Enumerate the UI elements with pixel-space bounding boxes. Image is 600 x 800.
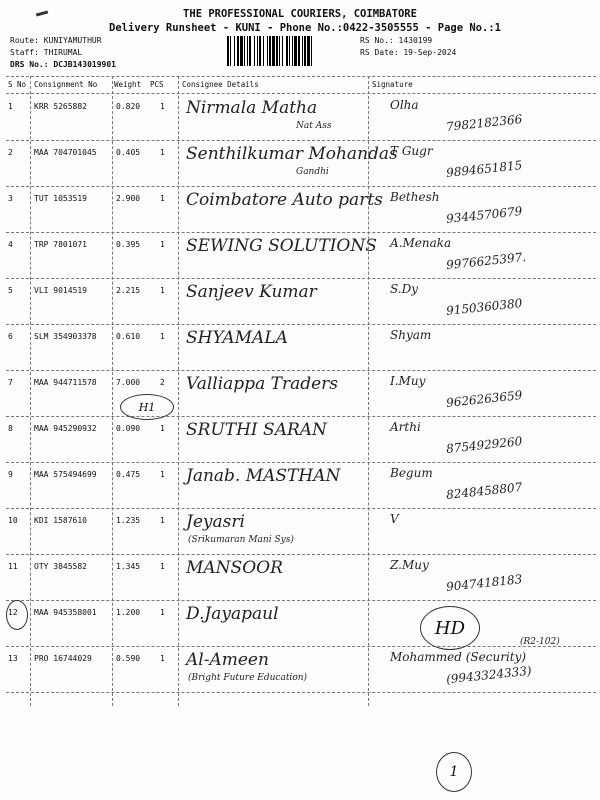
phone-number: 8248458807 [445, 480, 523, 502]
row-sno: 1 [8, 102, 13, 111]
row-sno: 12 [8, 608, 18, 617]
phone-number: 9047418183 [445, 572, 523, 594]
row-sno: 5 [8, 286, 13, 295]
consignee-name: Nirmala Matha [186, 98, 318, 118]
barcode [227, 36, 355, 66]
phone-number: 9976625397. [445, 249, 527, 273]
phone-number: 9150360380 [445, 296, 523, 318]
signature: Olha [390, 98, 419, 112]
row-sno: 13 [8, 654, 18, 663]
row-sno: 3 [8, 194, 13, 203]
col-separator [112, 76, 113, 706]
row12-note: (R2-102) [520, 637, 560, 647]
col-consignment: Consignment No [34, 80, 98, 89]
consignment-number: KRR 5265882 [34, 102, 87, 111]
phone-number: 8754929260 [445, 434, 523, 456]
table-row [6, 646, 596, 692]
signature: T Gugr [390, 144, 433, 158]
consignee-name: Valliappa Traders [186, 374, 338, 394]
row-weight: 0.590 [116, 654, 141, 663]
consignee-name: Al-Ameen [186, 650, 269, 670]
row-sno: 10 [8, 516, 18, 525]
table-row [6, 462, 596, 508]
table-row [6, 232, 596, 278]
row-weight: 2.900 [116, 194, 141, 203]
staff-text: Staff: THIRUMAL [10, 48, 83, 57]
consignee-extra: (Srikumaran Mani Sys) [188, 535, 294, 545]
signature: Mohammed (Security) [390, 650, 527, 664]
col-separator [30, 76, 31, 706]
consignee-name: MANSOOR [186, 558, 283, 578]
consignment-number: PRO 16744029 [34, 654, 92, 663]
consignment-number: MAA 704701045 [34, 148, 97, 157]
row-weight: 0.395 [116, 240, 141, 249]
table-row [6, 94, 596, 140]
row-weight: 0.610 [116, 332, 141, 341]
consignment-number: VLI 9014519 [34, 286, 87, 295]
consignee-name: SEWING SOLUTIONS [186, 236, 377, 256]
signature: Arthi [390, 420, 421, 434]
consignment-number: MAA 945358001 [34, 608, 97, 617]
row-pcs: 1 [160, 470, 165, 479]
consignment-number: TRP 7801071 [34, 240, 87, 249]
drs-number: DRS No.: DCJB143019901 [10, 60, 116, 69]
consignee-name: Sanjeev Kumar [186, 282, 317, 302]
row-weight: 7.000 [116, 378, 141, 387]
consignment-number: MAA 575494699 [34, 470, 97, 479]
col-separator [368, 76, 369, 706]
row-sno: 11 [8, 562, 18, 571]
rs-date: RS Date: 19-Sep-2024 [360, 48, 457, 57]
table-row [6, 140, 596, 186]
row-sno: 6 [8, 332, 13, 341]
table-row [6, 416, 596, 462]
consignee-name: D.Jayapaul [186, 604, 279, 624]
row-pcs: 1 [160, 654, 165, 663]
col-sno: S No [8, 80, 27, 89]
header-top-line [6, 76, 596, 77]
signature: A.Menaka [390, 236, 452, 250]
signature: Z.Muy [390, 558, 429, 572]
phone-number: 7982182366 [445, 112, 523, 134]
row-sno: 9 [8, 470, 13, 479]
phone-number: 9894651815 [445, 158, 523, 180]
circled-note-h1: H1 [120, 394, 174, 420]
rs-number: RS No.: 1430199 [360, 36, 433, 45]
company-title: THE PROFESSIONAL COURIERS, COIMBATORE [183, 8, 417, 20]
row-weight: 0.090 [116, 424, 141, 433]
col-signature: Signature [372, 80, 413, 89]
row-pcs: 1 [160, 608, 165, 617]
col-consignee: Consignee Details [182, 80, 259, 89]
consignment-number: OTY 3845582 [34, 562, 87, 571]
phone-number: 9344570679 [445, 204, 523, 226]
row-sno: 8 [8, 424, 13, 433]
consignee-name: SRUTHI SARAN [186, 420, 327, 440]
row-weight: 0.820 [116, 102, 141, 111]
consignee-name: Jeyasri [186, 512, 245, 532]
row-weight: 1.235 [116, 516, 141, 525]
signature: Bethesh [390, 190, 440, 204]
row-pcs: 1 [160, 332, 165, 341]
row-weight: 0.475 [116, 470, 141, 479]
row-sno: 4 [8, 240, 13, 249]
col-weight: Weight [114, 80, 142, 89]
col-pcs: PCS [150, 80, 164, 89]
consignment-number: TUT 1053519 [34, 194, 87, 203]
row-pcs: 1 [160, 562, 165, 571]
signature-stamp-hd: HD [420, 606, 480, 650]
table-row [6, 508, 596, 554]
runsheet-subtitle: Delivery Runsheet - KUNI - Phone No.:0422-3505555 - Page No.:1 [109, 22, 501, 34]
phone-number: (9943324333) [445, 663, 533, 687]
row-weight: 1.345 [116, 562, 141, 571]
table-row [6, 278, 596, 324]
signature: Shyam [390, 328, 432, 342]
row-pcs: 2 [160, 378, 165, 387]
consignment-number: KDI 1587610 [34, 516, 87, 525]
consignee-name: Coimbatore Auto parts [186, 190, 383, 210]
table-header [6, 78, 596, 94]
row-divider [6, 692, 596, 693]
row-pcs: 1 [160, 286, 165, 295]
row-pcs: 1 [160, 240, 165, 249]
consignee-extra: Gandhi [296, 167, 329, 177]
consignee-extra: (Bright Future Education) [188, 673, 308, 683]
signature: V [390, 512, 399, 526]
row-12-circle [6, 600, 28, 630]
consignee-extra: Nat Ass [296, 121, 332, 131]
row-weight: 2.215 [116, 286, 141, 295]
table-row [6, 186, 596, 232]
consignee-name: Senthilkumar Mohandas [186, 144, 398, 164]
row-weight: 1.200 [116, 608, 141, 617]
row-pcs: 1 [160, 516, 165, 525]
row-sno: 2 [8, 148, 13, 157]
table-row [6, 600, 596, 646]
table-row [6, 324, 596, 370]
signature: S.Dy [390, 282, 419, 296]
consignment-number: SLM 354903378 [34, 332, 97, 341]
page-mark-circle: 1 [436, 752, 472, 792]
consignment-number: MAA 945290932 [34, 424, 97, 433]
row-pcs: 1 [160, 194, 165, 203]
row-weight: 0.405 [116, 148, 141, 157]
table-row [6, 554, 596, 600]
signature: Begum [390, 466, 433, 480]
signature: I.Muy [390, 374, 426, 388]
row-pcs: 1 [160, 102, 165, 111]
consignment-number: MAA 944711578 [34, 378, 97, 387]
row-pcs: 1 [160, 424, 165, 433]
consignee-name: Janab. MASTHAN [186, 466, 341, 486]
phone-number: 9626263659 [445, 388, 523, 410]
consignee-name: SHYAMALA [186, 328, 288, 348]
row-sno: 7 [8, 378, 13, 387]
table-row [6, 370, 596, 416]
row-pcs: 1 [160, 148, 165, 157]
col-separator [178, 76, 179, 706]
route-text: Route: KUNIYAMUTHUR [10, 36, 102, 45]
